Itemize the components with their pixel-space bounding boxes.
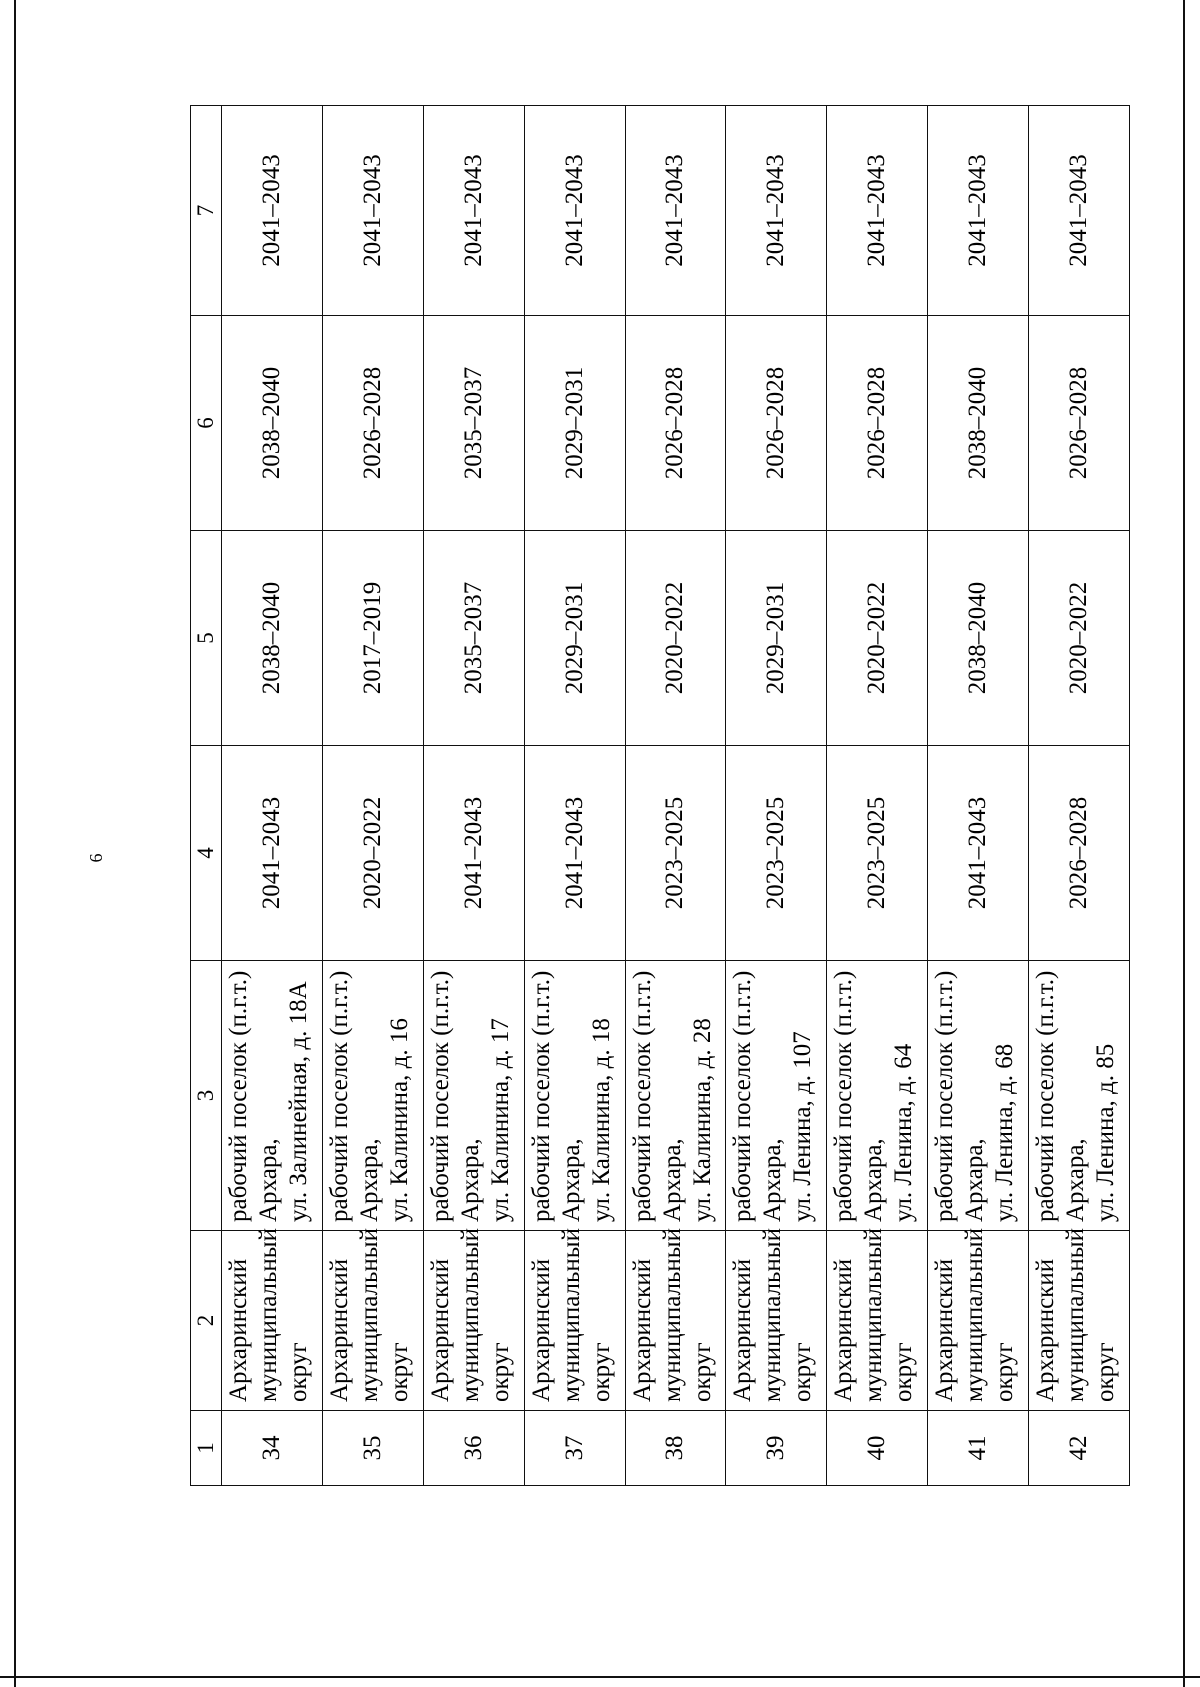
column-header: 7 (191, 106, 222, 316)
district-cell-line: округ (486, 1342, 514, 1402)
period-cell-col4: 2041–2043 (524, 746, 625, 961)
address-cell-line: ул. Ленина, д. 68 (991, 1043, 1019, 1222)
address-cell-line: Архара, (658, 1138, 686, 1222)
address-cell-line: ул. Калинина, д. 17 (486, 1018, 514, 1222)
district-cell (827, 1228, 928, 1411)
period-cell-col4: 2020–2022 (322, 746, 423, 961)
address-cell (928, 961, 1029, 1231)
table-frame (190, 106, 1130, 1486)
district-cell (726, 1228, 827, 1411)
period-cell-col5: 2029–2031 (726, 531, 827, 746)
district-cell-line: Архаринский (729, 1258, 757, 1402)
header-row (191, 106, 222, 1486)
period-cell-col4: 2023–2025 (827, 746, 928, 961)
period-cell-col5: 2035–2037 (423, 531, 524, 746)
page-edge-right (1183, 0, 1185, 1687)
table-row (827, 106, 928, 1486)
period-cell-col5: 2020–2022 (1029, 531, 1130, 746)
table-row (524, 106, 625, 1486)
column-header: 5 (191, 531, 222, 746)
period-cell-col7: 2041–2043 (827, 106, 928, 316)
address-cell-line: ул. Калинина, д. 16 (385, 1018, 413, 1222)
address-cell-line: рабочий поселок (п.г.т.) (527, 970, 555, 1222)
district-cell-line: муниципальный (860, 1228, 888, 1402)
district-cell (625, 1228, 726, 1411)
period-cell-col7: 2041–2043 (625, 106, 726, 316)
period-cell-col5: 2020–2022 (625, 531, 726, 746)
district-cell-line: муниципальный (658, 1228, 686, 1402)
address-cell-line: рабочий поселок (п.г.т.) (628, 970, 656, 1222)
district-cell-line: округ (385, 1342, 413, 1402)
district-cell (928, 1228, 1029, 1411)
period-cell-col7: 2041–2043 (524, 106, 625, 316)
table-row (625, 106, 726, 1486)
period-cell-col7: 2041–2043 (222, 106, 323, 316)
address-cell-line: рабочий поселок (п.г.т.) (931, 970, 959, 1222)
period-cell-col7: 2041–2043 (928, 106, 1029, 316)
page-edge-bottom (0, 1676, 1200, 1678)
table-row (423, 106, 524, 1486)
address-cell-line: Архара, (961, 1138, 989, 1222)
district-cell-line: муниципальный (759, 1228, 787, 1402)
period-cell-col4: 2026–2028 (1029, 746, 1130, 961)
district-cell-line: округ (285, 1342, 312, 1402)
column-header: 1 (191, 1411, 222, 1486)
address-cell (726, 961, 827, 1231)
period-cell-col4: 2041–2043 (222, 746, 323, 961)
district-cell-line: муниципальный (961, 1228, 989, 1402)
period-cell-col4: 2041–2043 (928, 746, 1029, 961)
period-cell-col6: 2026–2028 (1029, 316, 1130, 531)
district-cell-line: Архаринский (830, 1258, 858, 1402)
address-cell-line: рабочий поселок (п.г.т.) (830, 970, 858, 1222)
row-number-cell: 41 (928, 1411, 1029, 1486)
district-cell (222, 1228, 323, 1411)
page-number: 6 (86, 853, 106, 863)
row-number-cell: 39 (726, 1411, 827, 1486)
address-cell-line: Архара, (759, 1138, 787, 1222)
row-number-cell: 35 (322, 1411, 423, 1486)
row-number-cell: 40 (827, 1411, 928, 1486)
district-cell (524, 1228, 625, 1411)
district-cell-line: округ (789, 1342, 817, 1402)
address-cell-line: Архара, (355, 1138, 383, 1222)
district-cell-line: округ (1092, 1342, 1119, 1402)
district-cell-line: муниципальный (1062, 1228, 1089, 1402)
address-cell-line: ул. Калинина, д. 28 (688, 1018, 716, 1222)
address-cell-line: рабочий поселок (п.г.т.) (225, 970, 252, 1222)
period-cell-col5: 2038–2040 (928, 531, 1029, 746)
column-header: 2 (191, 1231, 222, 1411)
period-cell-col4: 2023–2025 (625, 746, 726, 961)
address-cell-line: ул. Ленина, д. 107 (789, 1031, 817, 1222)
district-cell-line: муниципальный (456, 1228, 484, 1402)
district-cell-line: Архаринский (1032, 1258, 1059, 1402)
row-number-cell: 34 (222, 1411, 323, 1486)
period-cell-col6: 2026–2028 (322, 316, 423, 531)
period-cell-col6: 2035–2037 (423, 316, 524, 531)
table-rotated (190, 106, 1130, 1486)
table-row (726, 106, 827, 1486)
page-edge-left (14, 0, 16, 1687)
period-cell-col5: 2029–2031 (524, 531, 625, 746)
table-row (1029, 106, 1130, 1486)
district-cell-line: Архаринский (225, 1258, 252, 1402)
district-cell-line: муниципальный (255, 1228, 282, 1402)
row-number-cell: 38 (625, 1411, 726, 1486)
period-cell-col7: 2041–2043 (1029, 106, 1130, 316)
address-cell-line: рабочий поселок (п.г.т.) (729, 970, 757, 1222)
address-cell (827, 961, 928, 1231)
row-number-cell: 37 (524, 1411, 625, 1486)
district-cell (423, 1228, 524, 1411)
period-cell-col6: 2026–2028 (726, 316, 827, 531)
district-cell-line: Архаринский (527, 1258, 555, 1402)
district-cell-line: муниципальный (557, 1228, 585, 1402)
address-cell (625, 961, 726, 1231)
district-cell-line: Архаринский (931, 1258, 959, 1402)
period-cell-col6: 2029–2031 (524, 316, 625, 531)
schedule-table (190, 105, 1130, 1486)
address-cell (524, 961, 625, 1231)
period-cell-col6: 2038–2040 (928, 316, 1029, 531)
address-cell (1029, 961, 1130, 1231)
column-header: 3 (191, 961, 222, 1231)
address-cell (322, 961, 423, 1231)
address-cell-line: рабочий поселок (п.г.т.) (1032, 970, 1059, 1222)
district-cell (322, 1228, 423, 1411)
table-row (222, 106, 323, 1486)
district-cell-line: округ (688, 1342, 716, 1402)
period-cell-col7: 2041–2043 (322, 106, 423, 316)
column-header: 6 (191, 316, 222, 531)
district-cell-line: округ (991, 1342, 1019, 1402)
address-cell-line: ул. Ленина, д. 85 (1092, 1043, 1119, 1222)
address-cell (222, 961, 323, 1231)
period-cell-col5: 2038–2040 (222, 531, 323, 746)
district-cell (1029, 1228, 1130, 1411)
row-number-cell: 42 (1029, 1411, 1130, 1486)
district-cell-line: Архаринский (628, 1258, 656, 1402)
address-cell-line: Архара, (456, 1138, 484, 1222)
address-cell-line: ул. Ленина, д. 64 (890, 1043, 918, 1222)
table-row (928, 106, 1029, 1486)
period-cell-col5: 2020–2022 (827, 531, 928, 746)
address-cell-line: Архара, (255, 1138, 282, 1222)
district-cell-line: Архаринский (325, 1258, 353, 1402)
period-cell-col4: 2041–2043 (423, 746, 524, 961)
period-cell-col4: 2023–2025 (726, 746, 827, 961)
column-header: 4 (191, 746, 222, 961)
address-cell-line: ул. Калинина, д. 18 (587, 1018, 615, 1222)
district-cell-line: муниципальный (355, 1228, 383, 1402)
row-number-cell: 36 (423, 1411, 524, 1486)
period-cell-col6: 2038–2040 (222, 316, 323, 531)
period-cell-col7: 2041–2043 (423, 106, 524, 316)
table-row (322, 106, 423, 1486)
district-cell-line: Архаринский (426, 1258, 454, 1402)
period-cell-col6: 2026–2028 (827, 316, 928, 531)
address-cell-line: рабочий поселок (п.г.т.) (426, 970, 454, 1222)
period-cell-col7: 2041–2043 (726, 106, 827, 316)
table-body (222, 106, 1130, 1486)
address-cell-line: Архара, (1062, 1138, 1089, 1222)
address-cell-line: ул. Залинейная, д. 18А (285, 981, 312, 1222)
period-cell-col5: 2017–2019 (322, 531, 423, 746)
address-cell (423, 961, 524, 1231)
address-cell-line: Архара, (557, 1138, 585, 1222)
period-cell-col6: 2026–2028 (625, 316, 726, 531)
district-cell-line: округ (890, 1342, 918, 1402)
district-cell-line: округ (587, 1342, 615, 1402)
address-cell-line: рабочий поселок (п.г.т.) (325, 970, 353, 1222)
address-cell-line: Архара, (860, 1138, 888, 1222)
